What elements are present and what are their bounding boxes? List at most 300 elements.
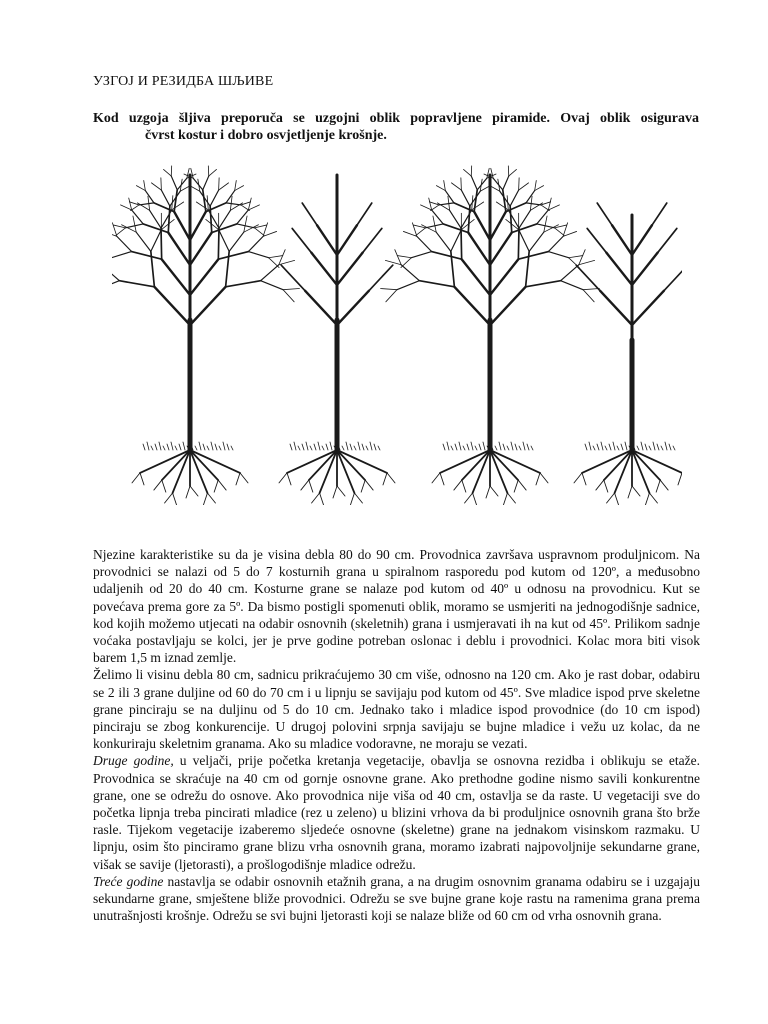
grass-blade (463, 446, 465, 450)
grass-blade (649, 446, 651, 450)
tree-branch (311, 253, 337, 285)
tree-branch (474, 190, 477, 212)
grass-blade (215, 444, 217, 450)
tree-branch (385, 260, 401, 264)
grass-blade (350, 444, 352, 450)
tree-branch (279, 260, 295, 264)
grass-blade (495, 446, 497, 450)
tree-branch (161, 190, 169, 206)
tree-branch (444, 180, 446, 190)
tree-branch (337, 291, 369, 325)
tree-branch (241, 205, 249, 211)
tree-root (301, 480, 309, 490)
tree-branch (164, 169, 172, 176)
grass-blade (669, 444, 671, 450)
tree-branch (145, 191, 154, 203)
tree-branch (433, 216, 436, 232)
grass-blade (471, 442, 473, 450)
grass-blade (143, 444, 145, 450)
grass-blade (346, 442, 348, 450)
tree-branch (554, 228, 564, 236)
tree-branch (162, 259, 190, 295)
grass-blade (167, 444, 169, 450)
tree-root (333, 486, 337, 498)
tree-root (361, 480, 365, 492)
tree-branch (219, 230, 230, 252)
tree-branch (412, 223, 417, 237)
tree-root (132, 473, 140, 483)
tree-branch (451, 230, 462, 252)
tree-branch (587, 228, 606, 252)
tree-branch (144, 180, 146, 190)
grass-blade (147, 442, 149, 450)
tree-root (660, 480, 668, 490)
tree-branch (317, 225, 337, 255)
tree-branch (548, 252, 568, 258)
grass-blade (661, 446, 663, 450)
tree-branch (269, 256, 283, 258)
grass-blade (151, 446, 153, 450)
tree-root (582, 473, 586, 485)
grass-blade (483, 442, 485, 450)
tree-branch (461, 228, 462, 259)
grass-blade (211, 442, 213, 450)
grass-blade (223, 442, 225, 450)
tree-root (190, 486, 198, 496)
grass-blade (342, 446, 344, 450)
tree-branch (263, 231, 276, 236)
tree-branch (548, 236, 563, 251)
grass-blade (515, 444, 517, 450)
grass-blade (302, 444, 304, 450)
tree-root (354, 493, 362, 503)
paragraph-3-rest: u veljači, prije početka kretanja vegetacije, obavlja se osnovna rezidba i oblikuju se etaže. Provodnica se skraćuje na 40 cm od gornje osnovne grane. Ako prethodne godine nismo savili konkurentne grane, one se odrežu do osnove. Ako provodnica nije viša od 40 cm, ostavlja se da raste. U vegetaciji sve do početka lipnja treba pincirati mladice (rez u zeleno) u blizini vrhova da bi produljnice osnovnih grana što brže rasle. Tijekom vegetacije izaberemo sljedeće osnovne (skeletne) grane na jednakom visinskom razmaku. U lipnju, osim što pinciramo grane blizu vrha osnovnih grana, moramo izabrati najpovoljnije sekundarne grane, višak se savije (ljetorasti), a prošlogodišnje mladice odrežu. (93, 753, 700, 872)
tree-branch (544, 216, 547, 232)
tree-root (514, 480, 518, 492)
tree-branch (490, 259, 518, 295)
grass-blade (298, 446, 300, 450)
grass-blade (479, 444, 481, 450)
tree-branch (248, 205, 259, 210)
grass-blade (294, 442, 296, 450)
paragraph-4-rest: nastavlja se odabir osnovnih etažnih grana, a na drugim osnovnim granama odabiru se i uzgajaju sekundarne grane, smještene bliže provodnici. Odrežu se sve bujne grane koje rastu na ramenima grana prema unutrašnjosti krošnje. Odrežu se svi bujni ljetorasti koji se nalaze bliže od 60 cm od vrha osnovnih grana. (93, 873, 701, 924)
tree-branch (143, 224, 168, 233)
tree-branch (369, 265, 393, 291)
tree-branch (357, 203, 372, 225)
tree-root (312, 493, 320, 503)
tree-branch (190, 287, 226, 325)
lead-paragraph (93, 110, 699, 144)
grass-blade (330, 442, 332, 450)
grass-blade (318, 442, 320, 450)
tree-root (140, 473, 144, 485)
grass-blade (370, 442, 372, 450)
tree-root (320, 493, 324, 505)
tree-branch (503, 176, 509, 190)
tree-branch (363, 228, 382, 252)
tree-branch (416, 228, 426, 236)
tree-2 (279, 175, 395, 505)
tree-branch (436, 232, 451, 251)
tree-branch (154, 287, 190, 325)
paragraph-4-lead: Treće godine (93, 873, 164, 889)
tree-branch (151, 183, 161, 190)
tree-branch (117, 236, 132, 251)
tree-branch (116, 228, 126, 236)
tree-branch (436, 186, 445, 191)
tree-root (309, 450, 337, 480)
tree-branch (132, 252, 162, 260)
tree-branch (218, 252, 248, 260)
paragraph-3-lead: Druge godine, (93, 753, 174, 769)
tree-branch (579, 260, 595, 264)
tree-root (486, 486, 490, 498)
grass-blade (310, 446, 312, 450)
grass-blade (362, 444, 364, 450)
tree-branch (429, 198, 432, 210)
tree-branch (417, 236, 432, 251)
tree-branch (269, 258, 280, 268)
tree-branch (235, 180, 237, 190)
grass-blade (227, 444, 229, 450)
tree-branch (172, 202, 184, 210)
tree-branch (226, 191, 235, 203)
tree-root (604, 480, 608, 492)
tree-root (678, 473, 682, 485)
grass-blade (585, 444, 587, 450)
tree-root (165, 493, 173, 503)
grass-blade (443, 444, 445, 450)
tree-branch (235, 186, 244, 191)
tree-root (287, 473, 291, 485)
grass-blade (155, 444, 157, 450)
tree-root (218, 480, 226, 490)
tree-branch (161, 228, 162, 259)
grass-blade (366, 446, 368, 450)
grass-blade (231, 446, 233, 450)
tree-branch (632, 291, 664, 325)
tree-branch (431, 205, 439, 211)
tree-branch (218, 228, 219, 259)
grass-blade (657, 444, 659, 450)
tree-branch (509, 169, 517, 176)
grass-blade (645, 444, 647, 450)
tree-branch (461, 190, 469, 206)
tree-branch (112, 223, 117, 237)
grass-blade (203, 444, 205, 450)
tree-root (440, 473, 444, 485)
tree-branch (496, 202, 508, 210)
tree-branch (421, 205, 432, 210)
tree-branch (451, 183, 461, 190)
grass-blade (519, 446, 521, 450)
grass-blade (358, 442, 360, 450)
grass-blade (467, 444, 469, 450)
tree-branch (263, 223, 268, 237)
tree-branch (632, 225, 652, 255)
tree-branch (174, 190, 177, 212)
tree-branch (548, 205, 559, 210)
grass-blade (195, 446, 197, 450)
grass-blade (523, 442, 525, 450)
tree-branch (203, 190, 206, 212)
grass-blade (665, 442, 667, 450)
tree-branch (419, 281, 454, 287)
tree-branch (471, 176, 477, 190)
tree-branch (597, 203, 612, 225)
tree-branch (606, 253, 632, 285)
tree-branch (381, 289, 397, 290)
tree-branch (403, 231, 416, 236)
tree-branch (136, 232, 151, 251)
tree-branch (337, 225, 357, 255)
tree-branch (548, 198, 551, 210)
grass-blade (219, 446, 221, 450)
tree-branch (397, 281, 419, 290)
tree-branch (600, 291, 632, 325)
grass-blade (314, 444, 316, 450)
tree-branch (445, 191, 454, 203)
tree-root (503, 493, 507, 505)
grass-blade (455, 444, 457, 450)
tree-root (604, 450, 632, 480)
tree-branch (490, 212, 506, 240)
grass-blade (507, 446, 509, 450)
tree-root (656, 480, 660, 492)
tree-branch (292, 228, 311, 252)
grass-blade (625, 442, 627, 450)
tree-root (214, 480, 218, 492)
grass-blade (290, 444, 292, 450)
tree-branch (397, 256, 411, 258)
tree-branch (212, 224, 237, 233)
grass-blade (605, 446, 607, 450)
grass-blade (527, 444, 529, 450)
tree-branch (474, 212, 490, 240)
tree-root (365, 480, 373, 490)
tree-branch (171, 176, 177, 190)
tree-4 (574, 203, 682, 505)
tree-branch (121, 205, 132, 210)
body-text (93, 546, 700, 924)
tree-branch (535, 186, 544, 191)
tree-branch (112, 281, 119, 290)
tree-branch (190, 233, 212, 265)
tree-branch (386, 290, 397, 302)
grass-blade (447, 442, 449, 450)
tree-root (490, 486, 498, 496)
grass-blade (451, 446, 453, 450)
tree-root (240, 473, 248, 483)
tree-root (540, 473, 548, 483)
paragraph-3 (93, 752, 700, 872)
tree-branch (283, 289, 299, 290)
tree-root (162, 480, 166, 492)
tree-branch (174, 212, 190, 240)
grass-blade (199, 442, 201, 450)
tree-root (279, 473, 287, 483)
grass-blade (601, 442, 603, 450)
tree-branch (136, 186, 145, 191)
tree-branch (519, 183, 529, 190)
tree-branch (432, 252, 462, 260)
tree-branch (612, 225, 632, 255)
grass-blade (511, 442, 513, 450)
grass-blade (673, 446, 675, 450)
tree-root (383, 473, 387, 485)
grass-blade (159, 442, 161, 450)
tree-branch (129, 198, 132, 210)
tree-branch (583, 290, 594, 302)
tree-branch (139, 203, 154, 205)
grass-blade (589, 442, 591, 450)
tree-branch (395, 250, 401, 265)
tree-branch (150, 210, 161, 228)
tree-branch (490, 233, 512, 265)
tree-branch (112, 252, 132, 258)
tree-branch (219, 183, 229, 190)
tree-root (615, 493, 619, 505)
tree-branch (464, 169, 472, 176)
tree-root (173, 493, 177, 505)
tree-branch (279, 250, 285, 265)
tree-branch (112, 265, 119, 281)
tree-branch (219, 210, 230, 228)
tree-branch (529, 232, 544, 251)
grass-blade (641, 442, 643, 450)
tree-branch (261, 265, 279, 281)
tree-root (337, 450, 365, 480)
tree-root (203, 493, 207, 505)
tree-branch (519, 210, 530, 228)
tree-branch (196, 202, 208, 210)
grass-blade (179, 444, 181, 450)
tree-branch (283, 290, 294, 302)
tree-root (309, 480, 313, 492)
tree-branch (244, 216, 247, 232)
tree-root (462, 480, 466, 492)
tree-branch (226, 203, 241, 205)
tree-1 (112, 166, 299, 505)
tree-branch (248, 236, 263, 251)
tree-branch (503, 190, 506, 212)
tree-branch (203, 176, 209, 190)
tree-root (507, 493, 515, 503)
tree-root (432, 473, 440, 483)
tree-root (454, 480, 462, 490)
tree-root (387, 473, 395, 483)
tree-root (162, 450, 190, 480)
grass-blade (621, 444, 623, 450)
tree-branch (526, 203, 541, 205)
tree-branch (518, 252, 548, 260)
grass-blade (593, 446, 595, 450)
tree-branch (254, 228, 264, 236)
grass-blade (499, 442, 501, 450)
tree-branch (526, 191, 535, 203)
tree-root (236, 473, 240, 485)
tree-branch (209, 169, 217, 176)
paragraph-4 (93, 873, 700, 925)
tree-root (518, 480, 526, 490)
tree-branch (454, 287, 490, 325)
tree-branch (168, 233, 190, 265)
tree-branch (119, 281, 154, 287)
paragraph-2: Želimo li visinu debla 80 cm, sadnicu prikraćujemo 30 cm više, odnosno na 120 cm. Ako je rast dobar, odabiru se 2 ili 3 grane duljine od 60 do 70 cm i u lipnju se savijaju pod kutom od 45º. Sve mladice ispod prve skeletne grane pinciraju se na duljinu od 5 do 10 cm. Jednako tako i mladice ispod provodnice (do 10 cm ispod) pinciraju se zbog konkurencije. U drugoj polovini srpnja savijaju se bujne mladice i vežu uz kolac, da ne konkuriraju skeletnim granama. Ako su mladice vodoravne, ne moraju se vezati. (93, 667, 700, 752)
tree-branch (302, 203, 317, 225)
tree-branch (563, 223, 568, 237)
tree-branch (190, 259, 218, 295)
grass-blade (653, 442, 655, 450)
tree-branch (518, 228, 519, 259)
grass-blade (354, 446, 356, 450)
tree-branch (281, 265, 305, 291)
grass-blade (613, 442, 615, 450)
grass-blade (374, 444, 376, 450)
tree-root (465, 493, 473, 503)
grass-blade (171, 442, 173, 450)
tree-branch (468, 233, 490, 265)
tree-branch (576, 265, 600, 291)
grass-blade (175, 446, 177, 450)
grass-blade (163, 446, 165, 450)
lead-line-2: čvrst kostur i dobro osvjetljenje krošnje. (145, 128, 387, 143)
tree-branch (450, 210, 461, 228)
tree-root (186, 486, 190, 498)
grass-blade (459, 442, 461, 450)
tree-branch (579, 250, 585, 265)
grass-blade (597, 444, 599, 450)
tree-root (632, 450, 660, 480)
grass-blade (531, 446, 533, 450)
tree-branch (664, 265, 682, 291)
grass-blade (322, 446, 324, 450)
tree-branch (190, 212, 206, 240)
paragraph-1: Njezine karakteristike su da je visina debla 80 do 90 cm. Provodnica završava uspravnom produljnicom. Na provodnici se nalazi od 5 do 7 kosturnih grana u spiralnom rasporedu pod kutom od 120º, a međusobno udaljenih od 20 do 40 cm. Kosturne grane se nalaze pod kutom od 40º u odnosu na provodnicu. Kut se povećava prema gore za 5º. Da bismo postigli spomenuti oblik, moramo se usmjeriti na jednogodišnje sadnice, kod kojih možemo utjecati na odabir osnovnih (skeletnih) grana i usmjeravati ih na kut od 45º. Prilikom sadnje voćaka postavljaju se kolci, jer je prve godine potreban oslonac i deblu i provodnici. Kolac mora biti visok barem 1,5 m iznad zemlje. (93, 547, 700, 666)
tree-root (536, 473, 540, 485)
tree-branch (541, 205, 549, 211)
tree-branch (131, 205, 139, 211)
grass-blade (475, 446, 477, 450)
tree-branch (519, 230, 530, 252)
tree-branch (472, 202, 484, 210)
tree-branch (658, 228, 677, 252)
tree-branch (439, 203, 454, 205)
tree-root (574, 473, 582, 483)
grass-blade (183, 442, 185, 450)
grass-blade (609, 444, 611, 450)
tree-root (337, 486, 345, 496)
pruned-tree-illustration-icon (112, 160, 682, 505)
lead-line-1: Kod uzgoja šljiva preporuča se uzgojni oblik popravljene piramide. Ovaj oblik osigurava (93, 111, 699, 126)
tree-branch (443, 224, 468, 233)
tree-root (350, 493, 354, 505)
tree-branch (583, 289, 599, 290)
tree-branch (248, 198, 251, 210)
tree-branch (561, 281, 583, 290)
tree-branch (133, 216, 136, 232)
tree-root (207, 493, 215, 503)
grass-blade (207, 446, 209, 450)
tree-branch (261, 281, 283, 290)
grass-blade (326, 444, 328, 450)
grass-blade (503, 444, 505, 450)
tree-branch (526, 281, 561, 287)
tree-branch (652, 203, 667, 225)
tree-branch (563, 231, 576, 236)
tree-branch (401, 258, 412, 268)
tree-branch (226, 281, 261, 287)
